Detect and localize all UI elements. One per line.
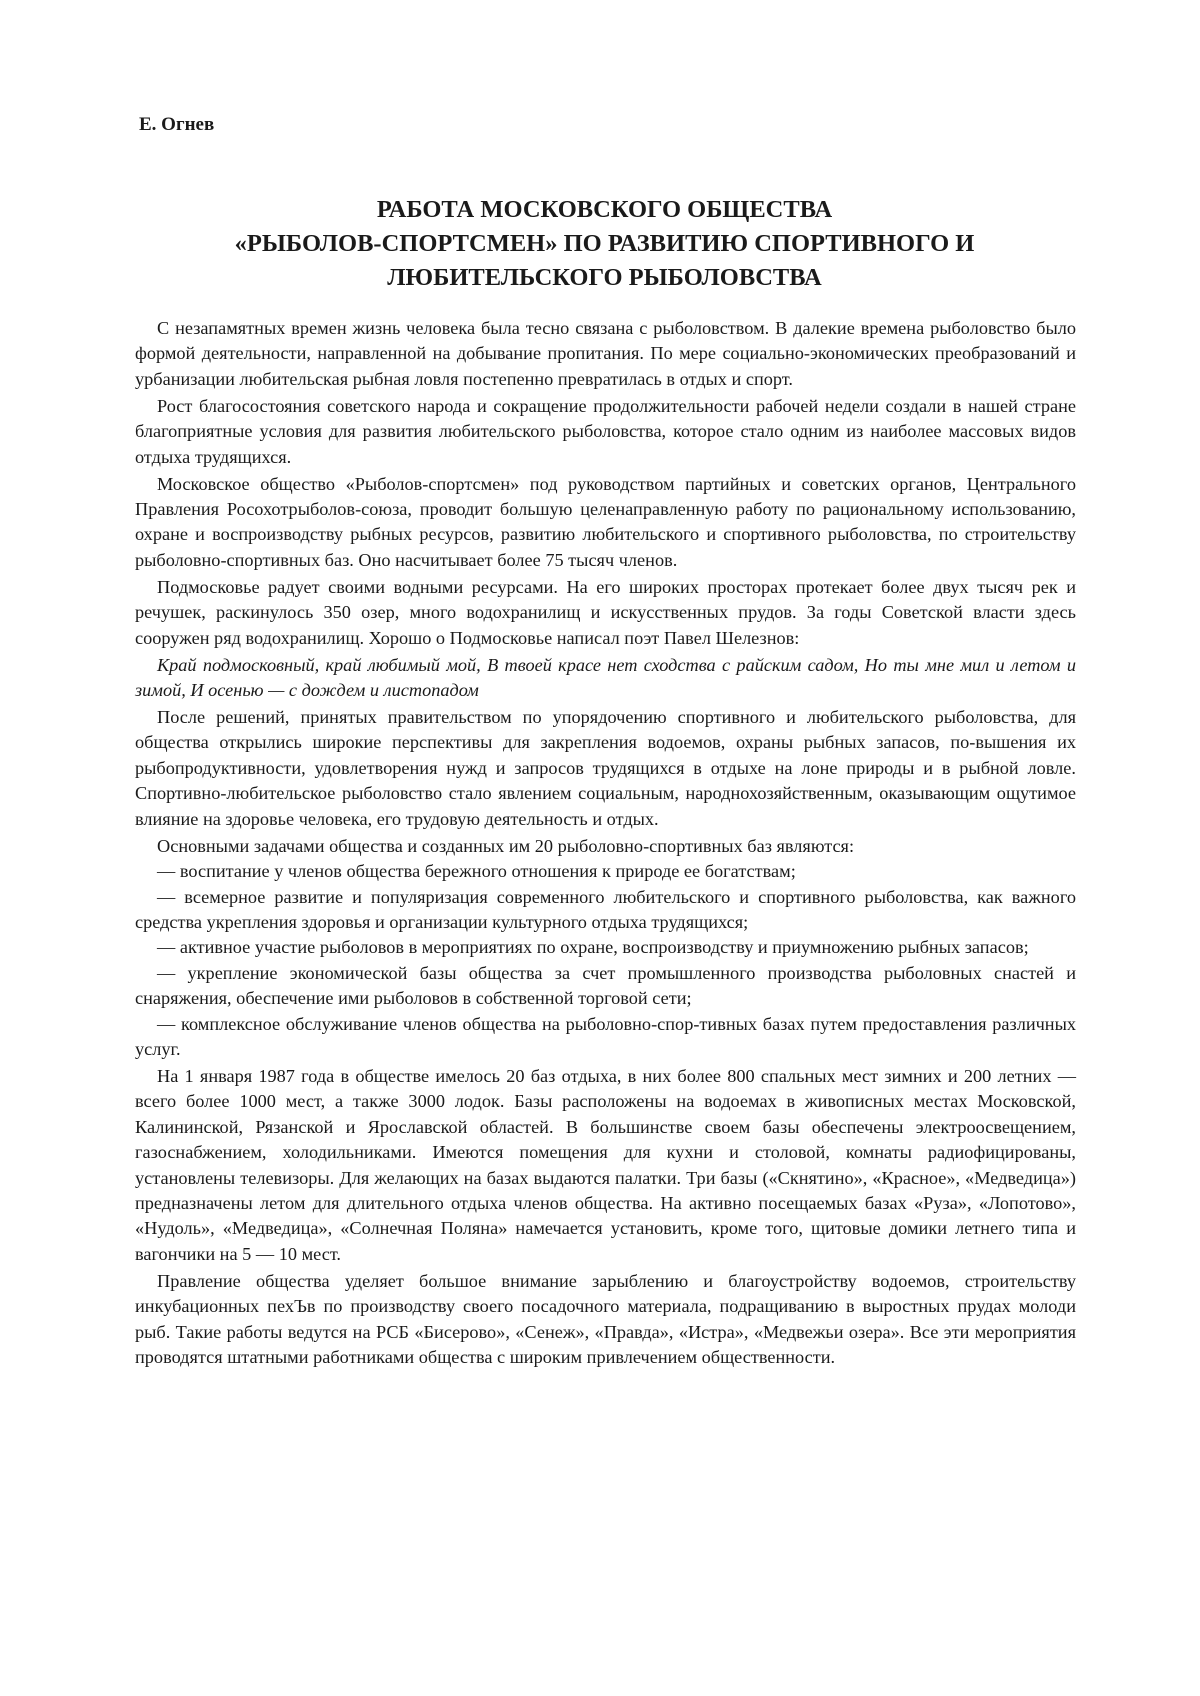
paragraph: После решений, принятых правительством по упорядочению спортивного и любительского рыболовства, для общества открылись широкие перспективы для закрепления водоемов, охраны рыбных запасов, по-вышения их рыбопродуктивности, удовлетворения нужд и запросов трудящихся в отдыхе на лоне природы и в рыбной ловле. Спортивно-любительское рыболовство стало явлением социальным, народнохозяйственным, оказывающим ощутимое влияние на здоровье человека, его трудовую деятельность и отдых. — [135, 707, 1076, 829]
list-item: — комплексное обслуживание членов общества на рыболовно-спор-тивных базах путем предоставления различных услуг. — [135, 1013, 1076, 1059]
title-line: ЛЮБИТЕЛЬСКОГО РЫБОЛОВСТВА — [387, 264, 822, 291]
paragraph: Рост благосостояния советского народа и сокращение продолжительности рабочей недели создали в нашей стране благоприятные условия для развития любительского рыболовства, которое стало одним из наиболее массовых видов отдыха трудящихся. — [135, 395, 1076, 467]
title-line: «РЫБОЛОВ-СПОРТСМЕН» ПО РАЗВИТИЮ СПОРТИВНОГО И — [234, 230, 975, 257]
paragraph: Московское общество «Рыболов-спортсмен» под руководством партийных и советских органов, Центрального Правления Росохотрыболов-союза, проводит большую целенаправленную работу по рациональному использованию, охране и воспроизводству рыбных ресурсов, развитию любительского и спортивного рыболовства, по строительству рыболовно-спортивных баз. Оно насчитывает более 75 тысяч членов. — [135, 473, 1076, 570]
article-body — [135, 316, 1076, 1372]
paragraph: Основными задачами общества и созданных им 20 рыболовно-спортивных баз являются: — [157, 835, 855, 856]
paragraph: Подмосковье радует своими водными ресурсами. На его широких просторах протекает более двух тысяч рек и речушек, раскинулось 350 озер, много водохранилищ и искусственных прудов. За годы Советской власти здесь сооружен ряд водохранилищ. Хорошо о Подмосковье написал поэт Павел Шелезнов: — [135, 576, 1076, 648]
list-item: — укрепление экономической базы общества за счет промышленного производства рыболовных снастей и снаряжения, обеспечение ими рыболовов в собственной торговой сети; — [135, 962, 1076, 1009]
paragraph: Правление общества уделяет большое внимание зарыблению и благоустройству водоемов, строительству инкубационных пехЪв по производству своего посадочного материала, подращиванию в выростных прудах молоди рыб. Такие работы ведутся на РСБ «Бисерово», «Сенеж», «Правда», «Истра», «Медвежьи озера». Все эти мероприятия проводятся штатными работниками общества с широким привлечением общественности. — [135, 1270, 1076, 1367]
title-line: РАБОТА МОСКОВСКОГО ОБЩЕСТВА — [376, 196, 833, 223]
poem-quote: Край подмосковный, край любимый мой, В твоей красе нет сходства с райским садом, Но ты мне мил и летом и зимой, И осенью — с дождем и листопадом — [135, 654, 1076, 701]
list-item: — воспитание у членов общества бережного отношения к природе ее богатствам; — [157, 861, 796, 882]
author-name: Е. Огнев — [139, 114, 215, 135]
list-item: — всемерное развитие и популяризация современного любительского и спортивного рыболовства, как важного средства укрепления здоровья и организации культурного отдыха трудящихся; — [135, 886, 1076, 932]
list-item: — активное участие рыболовов в мероприятиях по охране, воспроизводству и приумножению рыбных запасов; — [157, 937, 1029, 958]
paragraph: С незапамятных времен жизнь человека была тесно связана с рыболовством. В далекие времена рыболовство было формой деятельности, направленной на добывание пропитания. По мере социально-экономических преобразований и урбанизации любительская рыбная ловля постепенно превратилась в отдых и спорт. — [135, 318, 1076, 389]
article-title — [139, 193, 1070, 295]
paragraph: На 1 января 1987 года в обществе имелось 20 баз отдыха, в них более 800 спальных мест зимних и 200 летних — всего более 1000 мест, а также 3000 лодок. Базы расположены на водоемах в живописных местах Московской, Калининской, Рязанской и Ярославской областей. В большинстве своем базы обеспечены электроосвещением, газоснабжением, холодильниками. Имеются помещения для кухни и столовой, комнаты радиофицированы, установлены телевизоры. Для желающих на базах выдаются палатки. Три базы («Скнятино», «Красное», «Медведица») предназначены летом для длительного отдыха членов общества. На активно посещаемых базах «Руза», «Лопотово», «Нудоль», «Медведица», «Солнечная Поляна» намечается установить, кроме того, щитовые домики летнего типа и вагончики на 5 — 10 мест. — [135, 1065, 1076, 1264]
